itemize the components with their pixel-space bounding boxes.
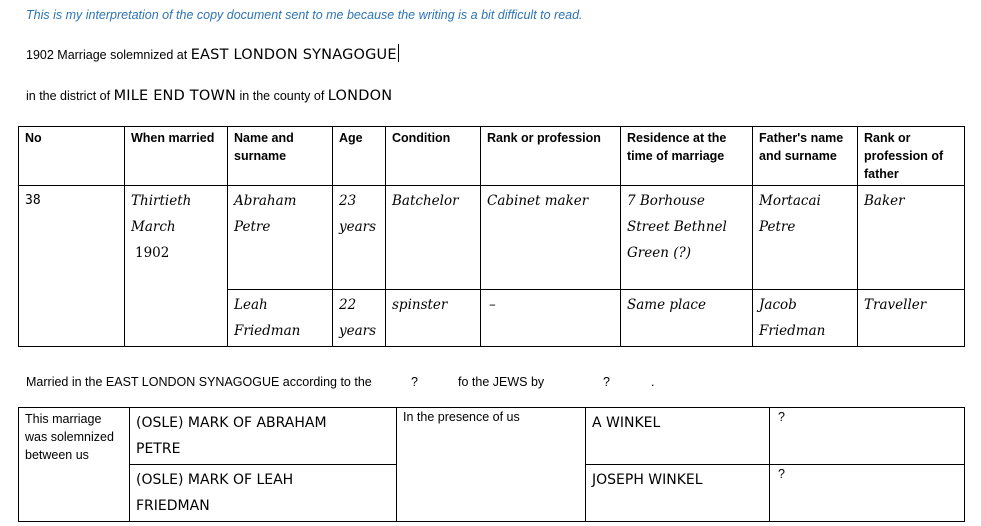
bride-name: Leah Friedman bbox=[228, 290, 333, 347]
signature-row-groom bbox=[19, 408, 965, 465]
groom-mark: (OSLE) MARK OF ABRAHAM PETRE bbox=[130, 408, 397, 465]
signature-table bbox=[18, 407, 965, 522]
groom-row bbox=[19, 186, 965, 290]
col-when-married: When married bbox=[125, 127, 228, 186]
col-profession: Rank or profession bbox=[481, 127, 621, 186]
bride-residence: Same place bbox=[621, 290, 753, 347]
solemnized-label: This marriage was solemnized between us bbox=[19, 408, 130, 522]
district-prefix: in the district of bbox=[26, 89, 111, 103]
marriage-register-table bbox=[18, 126, 965, 347]
presence-label: In the presence of us bbox=[397, 408, 586, 522]
bride-mark: (OSLE) MARK OF LEAH FRIEDMAN bbox=[130, 465, 397, 522]
county-name: LONDON bbox=[327, 88, 393, 104]
district-line bbox=[26, 88, 392, 104]
synagogue-name: EAST LONDON SYNAGOGUE bbox=[190, 47, 397, 63]
bride-age: 22 years bbox=[333, 290, 386, 347]
witness-two: JOSEPH WINKEL bbox=[586, 465, 770, 522]
witness-one: A WINKEL bbox=[586, 408, 770, 465]
married-line-period: . bbox=[651, 375, 655, 389]
bride-condition: spinster bbox=[386, 290, 481, 347]
married-according-text: Married in the EAST LONDON SYNAGOGUE according to the bbox=[26, 375, 372, 389]
marriage-prefix: 1902 Marriage solemnized at bbox=[26, 48, 188, 62]
col-no: No bbox=[19, 127, 125, 186]
witness-two-unknown: ? bbox=[770, 465, 965, 522]
col-age: Age bbox=[333, 127, 386, 186]
entry-number: 38 bbox=[19, 186, 125, 347]
col-residence: Residence at the time of marriage bbox=[621, 127, 753, 186]
col-name: Name and surname bbox=[228, 127, 333, 186]
col-father-profession: Rank or profession of father bbox=[858, 127, 965, 186]
unknown-officiant: ? bbox=[603, 375, 610, 389]
groom-father-name: Mortacai Petre bbox=[753, 186, 858, 290]
col-condition: Condition bbox=[386, 127, 481, 186]
groom-residence: 7 Borhouse Street Bethnel Green (?) bbox=[621, 186, 753, 290]
witness-one-unknown: ? bbox=[770, 408, 965, 465]
district-name: MILE END TOWN bbox=[113, 88, 237, 104]
groom-age: 23 years bbox=[333, 186, 386, 290]
bride-father-name: Jacob Friedman bbox=[753, 290, 858, 347]
jews-text: fo the JEWS by bbox=[458, 375, 545, 389]
county-prefix: in the county of bbox=[239, 89, 325, 103]
register-header-row bbox=[19, 127, 965, 186]
text-cursor bbox=[398, 44, 399, 62]
groom-name: Abraham Petre bbox=[228, 186, 333, 290]
unknown-custom-1: ? bbox=[411, 375, 418, 389]
bride-father-profession: Traveller bbox=[858, 290, 965, 347]
groom-profession: Cabinet maker bbox=[481, 186, 621, 290]
groom-father-profession: Baker bbox=[858, 186, 965, 290]
transcription-note: This is my interpretation of the copy document sent to me because the writing is a bit difficult to read. bbox=[26, 8, 583, 22]
groom-condition: Batchelor bbox=[386, 186, 481, 290]
date-married: Thirtieth March 1902 bbox=[125, 186, 228, 347]
col-father-name: Father's name and surname bbox=[753, 127, 858, 186]
marriage-heading bbox=[26, 44, 399, 63]
bride-profession: – bbox=[481, 290, 621, 347]
